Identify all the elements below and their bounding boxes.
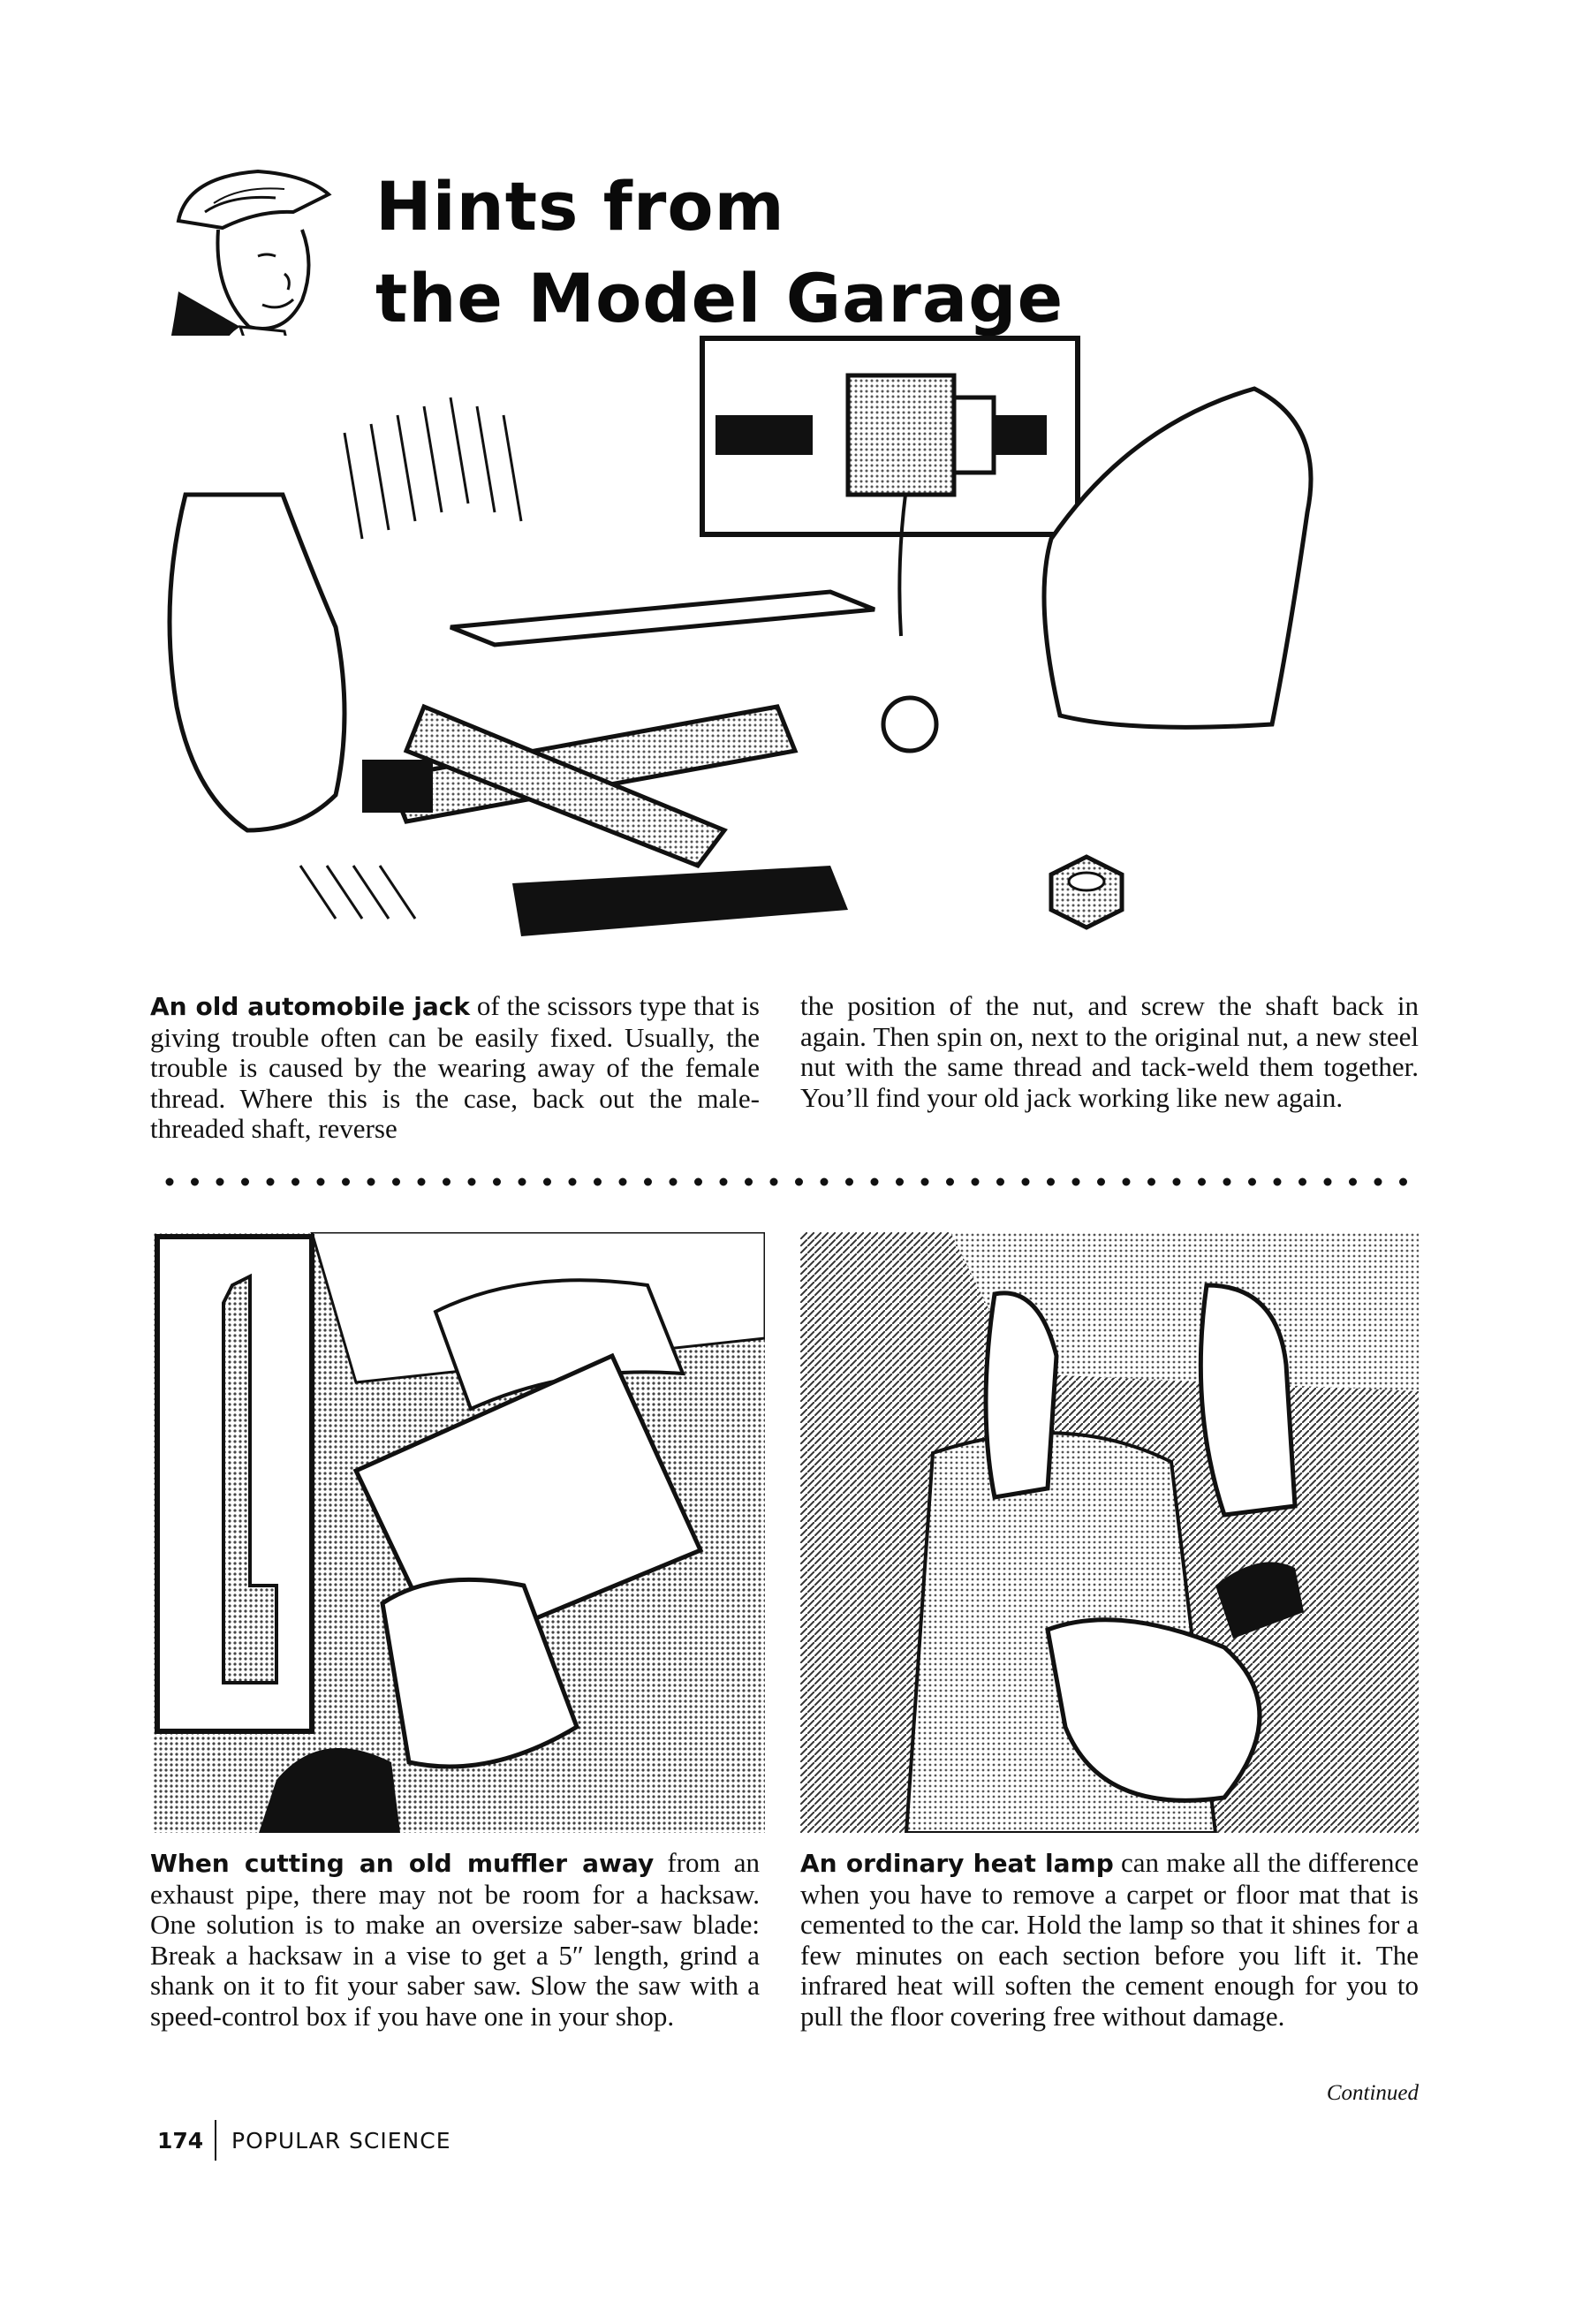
title-line-2: the Model Garage [375,259,1064,337]
page-number: 174 [157,2128,204,2154]
jack-lead-in: An old automobile jack [150,992,470,1021]
jack-body-part-2: the position of the nut, and screw the shaft back in again. Then spin on, next to the original nut, a new steel nut with the same thread and tack-weld them together. You’ll find your old jack working like new again. [800,990,1419,1113]
jack-text-column-2 [800,991,1419,1113]
heat-lamp-carpet-illustration [800,1232,1419,1833]
title-line-1: Hints from [375,167,785,246]
dotted-separator [164,1175,1410,1189]
jack-body-part-1: of the scissors type that is giving trouble often can be easily fixed. Usually, the trouble is caused by the wearing away of the female thread. Where this is the case, back out the male-threaded shaft, reverse [150,990,761,1144]
magazine-name: POPULAR SCIENCE [231,2128,451,2154]
jack-text-column-1 [150,991,760,1145]
muffler-lead-in: When cutting an old muffler away [150,1849,655,1878]
continued-label: Continued [1326,2081,1419,2105]
heat-lamp-text-column [800,1848,1419,2032]
saber-saw-muffler-illustration [153,1232,765,1833]
scissors-jack-illustration [159,336,1422,989]
heat-lamp-lead-in: An ordinary heat lamp [800,1849,1114,1878]
footer-divider [215,2120,216,2161]
muffler-body: from an exhaust pipe, there may not be room for a hacksaw. One solution is to make an oversize saber-saw blade: Break a hacksaw in a vise to get a 5″ length, grind a shank on it to fit your saber saw. Slow the saw with a speed-control box if you have one in your shop. [150,1847,760,2032]
heat-lamp-body: can make all the difference when you have to remove a carpet or floor mat that is cemented to the car. Hold the lamp so that it shines for a few minutes on each section before you lift it. The infrared heat will soften the cement enough for you to pull the floor covering free without damage. [800,1847,1419,2032]
muffler-text-column [150,1848,760,2032]
article-title [375,161,1064,344]
